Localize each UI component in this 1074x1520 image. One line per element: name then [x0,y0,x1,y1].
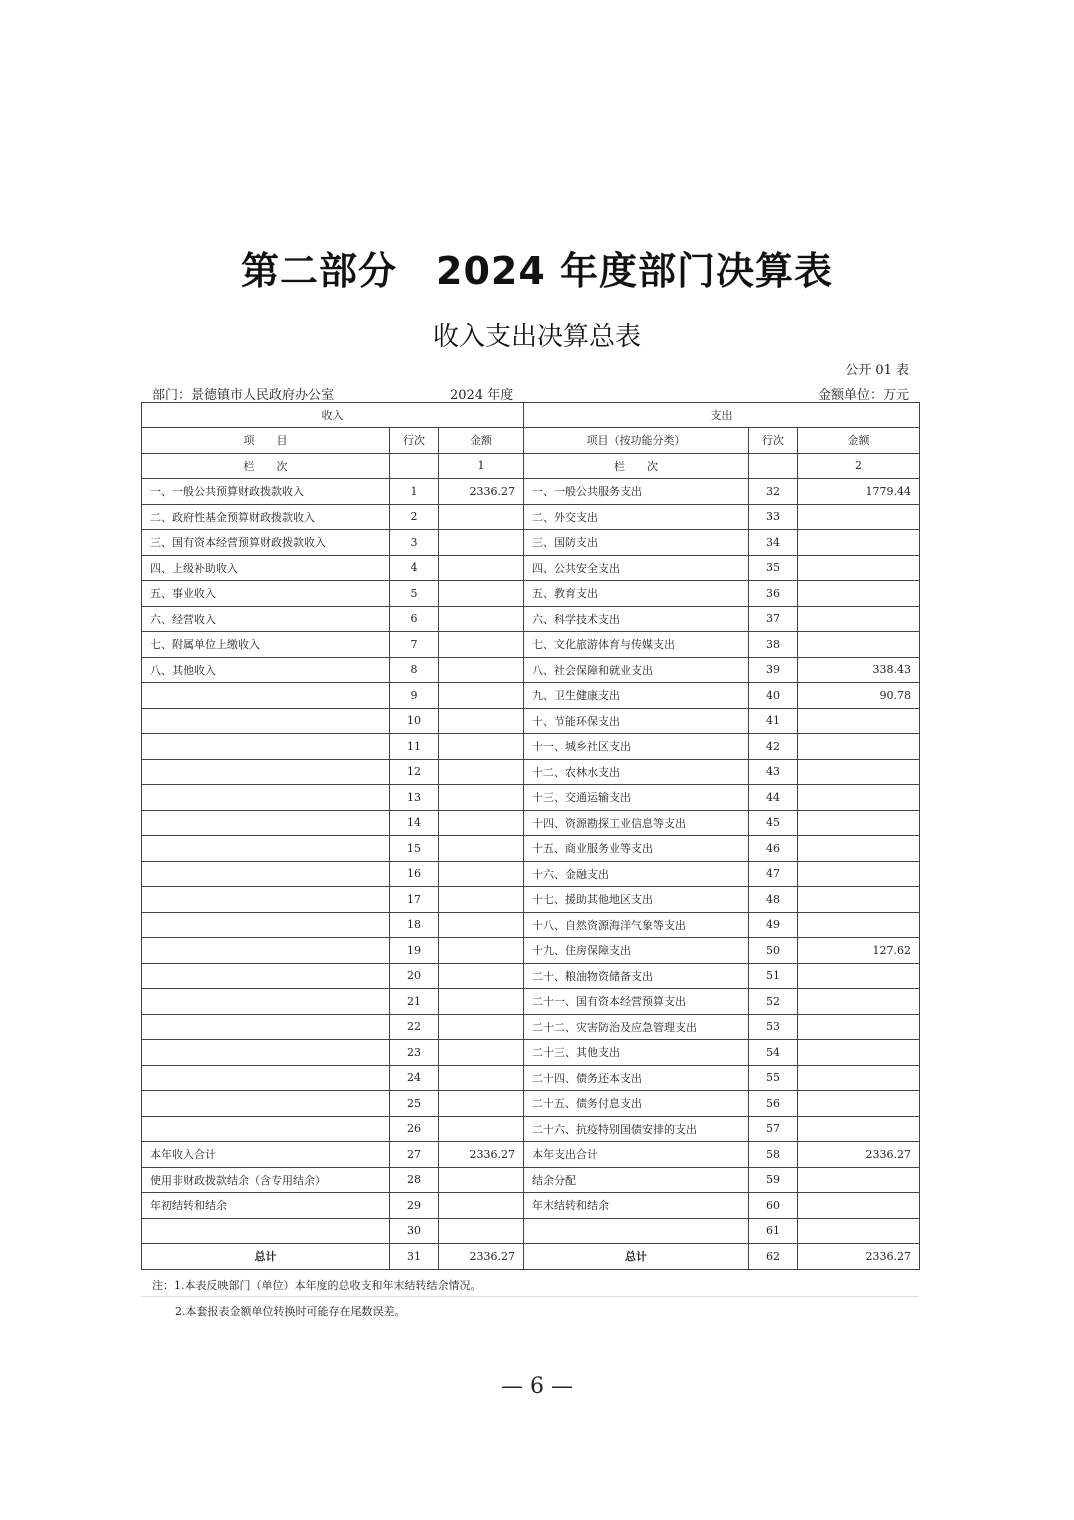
expense-item: 十二、农林水支出 [524,759,749,785]
income-amount [439,836,524,862]
expense-amount [798,836,920,862]
expense-item: 二十一、国有资本经营预算支出 [524,989,749,1015]
col-line: 行次 [749,428,798,454]
expense-line: 33 [749,504,798,530]
income-item [142,1091,390,1117]
expense-line: 42 [749,734,798,760]
expense-amount [798,810,920,836]
expense-line: 34 [749,530,798,556]
income-line: 19 [390,938,439,964]
table-row [142,1193,920,1219]
expense-amount [798,606,920,632]
expense-amount [798,912,920,938]
expense-line: 49 [749,912,798,938]
expense-amount [798,708,920,734]
income-amount [439,504,524,530]
income-line: 13 [390,785,439,811]
expense-item: 二十五、债务付息支出 [524,1091,749,1117]
table-row [142,1065,920,1091]
expense-item: 六、科学技术支出 [524,606,749,632]
income-line: 23 [390,1040,439,1066]
income-line: 20 [390,963,439,989]
expense-amount [798,1116,920,1142]
income-amount: 2336.27 [439,1142,524,1168]
expense-amount: 127.62 [798,938,920,964]
income-item [142,1040,390,1066]
expense-line: 51 [749,963,798,989]
expense-amount [798,1218,920,1244]
table-row [142,657,920,683]
income-line: 17 [390,887,439,913]
note-2: 2.本套报表金额单位转换时可能存在尾数误差。 [175,1305,406,1318]
expense-item: 二十四、债务还本支出 [524,1065,749,1091]
income-item: 八、其他收入 [142,657,390,683]
expense-total-label: 总计 [524,1244,749,1270]
total-row [142,1244,920,1270]
income-item [142,912,390,938]
income-amount [439,785,524,811]
expense-item: 三、国防支出 [524,530,749,556]
income-amount: 2336.27 [439,479,524,505]
col-column: 栏 次 [524,453,749,479]
expense-line: 48 [749,887,798,913]
income-amount [439,530,524,556]
expense-amount [798,530,920,556]
page-number: — 6 — [501,1374,573,1399]
table-row [142,861,920,887]
income-line: 30 [390,1218,439,1244]
income-line: 8 [390,657,439,683]
income-item: 本年收入合计 [142,1142,390,1168]
table-title: 收入支出决算总表 [432,322,641,352]
expense-amount [798,989,920,1015]
income-amount [439,683,524,709]
expense-item: 结余分配 [524,1167,749,1193]
col-column: 栏 次 [142,453,390,479]
income-amount [439,606,524,632]
income-line: 2 [390,504,439,530]
income-amount [439,1167,524,1193]
expense-item: 二、外交支出 [524,504,749,530]
expense-amount [798,504,920,530]
expense-amount [798,1193,920,1219]
income-item: 年初结转和结余 [142,1193,390,1219]
expense-line: 52 [749,989,798,1015]
table-row [142,632,920,658]
section-header-row [142,403,920,428]
table-row [142,912,920,938]
expense-item: 十九、住房保障支出 [524,938,749,964]
expense-line: 55 [749,1065,798,1091]
income-item: 三、国有资本经营预算财政拨款收入 [142,530,390,556]
income-line: 22 [390,1014,439,1040]
col-item-func: 项目（按功能分类） [524,428,749,454]
expense-item: 十、节能环保支出 [524,708,749,734]
expense-line: 32 [749,479,798,505]
expense-item: 十八、自然资源海洋气象等支出 [524,912,749,938]
expense-amount [798,555,920,581]
expense-amount [798,1091,920,1117]
income-total-label: 总计 [142,1244,390,1270]
expense-line: 44 [749,785,798,811]
income-amount [439,1193,524,1219]
expense-item: 十三、交通运输支出 [524,785,749,811]
income-amount [439,1014,524,1040]
table-row [142,989,920,1015]
income-line: 21 [390,989,439,1015]
department-label: 部门：景德镇市人民政府办公室 [152,388,335,403]
income-line: 15 [390,836,439,862]
expense-item: 十四、资源勘探工业信息等支出 [524,810,749,836]
income-amount [439,632,524,658]
table-row [142,1014,920,1040]
income-item: 四、上级补助收入 [142,555,390,581]
expense-line: 60 [749,1193,798,1219]
expense-line: 36 [749,581,798,607]
expense-item: 十五、商业服务业等支出 [524,836,749,862]
expense-item: 二十二、灾害防治及应急管理支出 [524,1014,749,1040]
col-num-expense: 2 [798,453,920,479]
column-header-row [142,428,920,454]
income-line: 9 [390,683,439,709]
table-row [142,683,920,709]
expense-amount [798,887,920,913]
expense-line: 56 [749,1091,798,1117]
income-item [142,1014,390,1040]
income-item: 六、经营收入 [142,606,390,632]
table-row [142,1091,920,1117]
expense-amount [798,759,920,785]
income-line: 11 [390,734,439,760]
expense-line: 35 [749,555,798,581]
income-item: 五、事业收入 [142,581,390,607]
expense-line: 61 [749,1218,798,1244]
col-item: 项 目 [142,428,390,454]
income-line: 18 [390,912,439,938]
income-amount [439,555,524,581]
income-line: 3 [390,530,439,556]
income-item: 使用非财政拨款结余（含专用结余） [142,1167,390,1193]
income-amount [439,581,524,607]
expense-item: 本年支出合计 [524,1142,749,1168]
note-1: 注：1.本表反映部门（单位）本年度的总收支和年末结转结余情况。 [152,1279,482,1292]
expense-item [524,1218,749,1244]
income-amount [439,759,524,785]
table-row [142,606,920,632]
col-num-income: 1 [439,453,524,479]
income-item [142,683,390,709]
expense-item: 十七、援助其他地区支出 [524,887,749,913]
expense-item: 二十三、其他支出 [524,1040,749,1066]
col-amount: 金额 [798,428,920,454]
income-item [142,734,390,760]
expense-total-line: 62 [749,1244,798,1270]
income-amount [439,810,524,836]
income-line: 10 [390,708,439,734]
expense-item: 二十、粮油物资储备支出 [524,963,749,989]
income-line: 14 [390,810,439,836]
income-amount [439,938,524,964]
table-row [142,887,920,913]
expense-amount [798,963,920,989]
expense-amount: 90.78 [798,683,920,709]
income-item [142,861,390,887]
expense-total-amount: 2336.27 [798,1244,920,1270]
table-row [142,759,920,785]
expense-line: 37 [749,606,798,632]
income-amount [439,989,524,1015]
section-expense: 支出 [524,403,920,428]
table-row [142,504,920,530]
expense-line: 40 [749,683,798,709]
form-code: 公开 01 表 [845,363,909,378]
income-expense-table [141,402,920,1270]
expense-item: 十六、金融支出 [524,861,749,887]
expense-item: 四、公共安全支出 [524,555,749,581]
income-amount [439,861,524,887]
income-line: 1 [390,479,439,505]
income-line: 7 [390,632,439,658]
income-line: 6 [390,606,439,632]
income-line: 5 [390,581,439,607]
expense-line: 47 [749,861,798,887]
income-total-amount: 2336.27 [439,1244,524,1270]
table-row [142,708,920,734]
income-amount [439,708,524,734]
income-line: 29 [390,1193,439,1219]
expense-line: 39 [749,657,798,683]
income-amount [439,1065,524,1091]
expense-item: 五、教育支出 [524,581,749,607]
income-line: 25 [390,1091,439,1117]
income-amount [439,887,524,913]
income-line: 16 [390,861,439,887]
income-line: 27 [390,1142,439,1168]
table-row [142,836,920,862]
income-item [142,938,390,964]
income-item [142,785,390,811]
expense-line: 43 [749,759,798,785]
income-item [142,1065,390,1091]
empty-cell [749,453,798,479]
expense-amount [798,1014,920,1040]
income-amount [439,1116,524,1142]
income-item [142,963,390,989]
income-line: 28 [390,1167,439,1193]
table-row [142,1142,920,1168]
expense-line: 38 [749,632,798,658]
expense-item: 九、卫生健康支出 [524,683,749,709]
unit-label: 金额单位：万元 [817,388,909,403]
expense-amount [798,1065,920,1091]
expense-amount: 2336.27 [798,1142,920,1168]
expense-amount [798,1040,920,1066]
income-item [142,887,390,913]
expense-line: 57 [749,1116,798,1142]
expense-item: 七、文化旅游体育与传媒支出 [524,632,749,658]
income-amount [439,1040,524,1066]
column-number-row [142,453,920,479]
expense-amount [798,785,920,811]
table-row [142,1218,920,1244]
income-item [142,708,390,734]
expense-line: 46 [749,836,798,862]
expense-line: 59 [749,1167,798,1193]
expense-line: 45 [749,810,798,836]
col-line: 行次 [390,428,439,454]
table-row [142,1116,920,1142]
table-row [142,530,920,556]
table-row [142,1167,920,1193]
income-amount [439,963,524,989]
expense-line: 53 [749,1014,798,1040]
expense-line: 41 [749,708,798,734]
table-row [142,810,920,836]
income-item [142,1218,390,1244]
expense-amount [798,1167,920,1193]
income-item [142,989,390,1015]
table-row [142,479,920,505]
expense-line: 58 [749,1142,798,1168]
expense-item: 一、一般公共服务支出 [524,479,749,505]
income-item: 二、政府性基金预算财政拨款收入 [142,504,390,530]
expense-amount [798,632,920,658]
table-row [142,1040,920,1066]
income-line: 4 [390,555,439,581]
expense-amount: 1779.44 [798,479,920,505]
col-amount: 金额 [439,428,524,454]
income-line: 24 [390,1065,439,1091]
income-line: 26 [390,1116,439,1142]
table-row [142,938,920,964]
empty-cell [390,453,439,479]
note-divider [141,1296,919,1297]
income-item [142,836,390,862]
year-label: 2024 年度 [450,388,514,403]
table-row [142,555,920,581]
page-title: 第二部分 2024 年度部门决算表 [241,249,833,293]
expense-item: 八、社会保障和就业支出 [524,657,749,683]
section-income: 收入 [142,403,524,428]
table-row [142,734,920,760]
expense-amount [798,734,920,760]
expense-line: 54 [749,1040,798,1066]
table-row [142,581,920,607]
income-amount [439,734,524,760]
table-row [142,963,920,989]
expense-amount [798,861,920,887]
expense-item: 二十六、抗疫特别国债安排的支出 [524,1116,749,1142]
table-row [142,785,920,811]
expense-amount: 338.43 [798,657,920,683]
income-item: 七、附属单位上缴收入 [142,632,390,658]
expense-item: 年末结转和结余 [524,1193,749,1219]
income-total-line: 31 [390,1244,439,1270]
income-amount [439,1218,524,1244]
expense-item: 十一、城乡社区支出 [524,734,749,760]
income-item [142,1116,390,1142]
income-line: 12 [390,759,439,785]
income-item [142,810,390,836]
expense-amount [798,581,920,607]
income-item: 一、一般公共预算财政拨款收入 [142,479,390,505]
income-item [142,759,390,785]
income-amount [439,1091,524,1117]
income-amount [439,657,524,683]
income-amount [439,912,524,938]
expense-line: 50 [749,938,798,964]
